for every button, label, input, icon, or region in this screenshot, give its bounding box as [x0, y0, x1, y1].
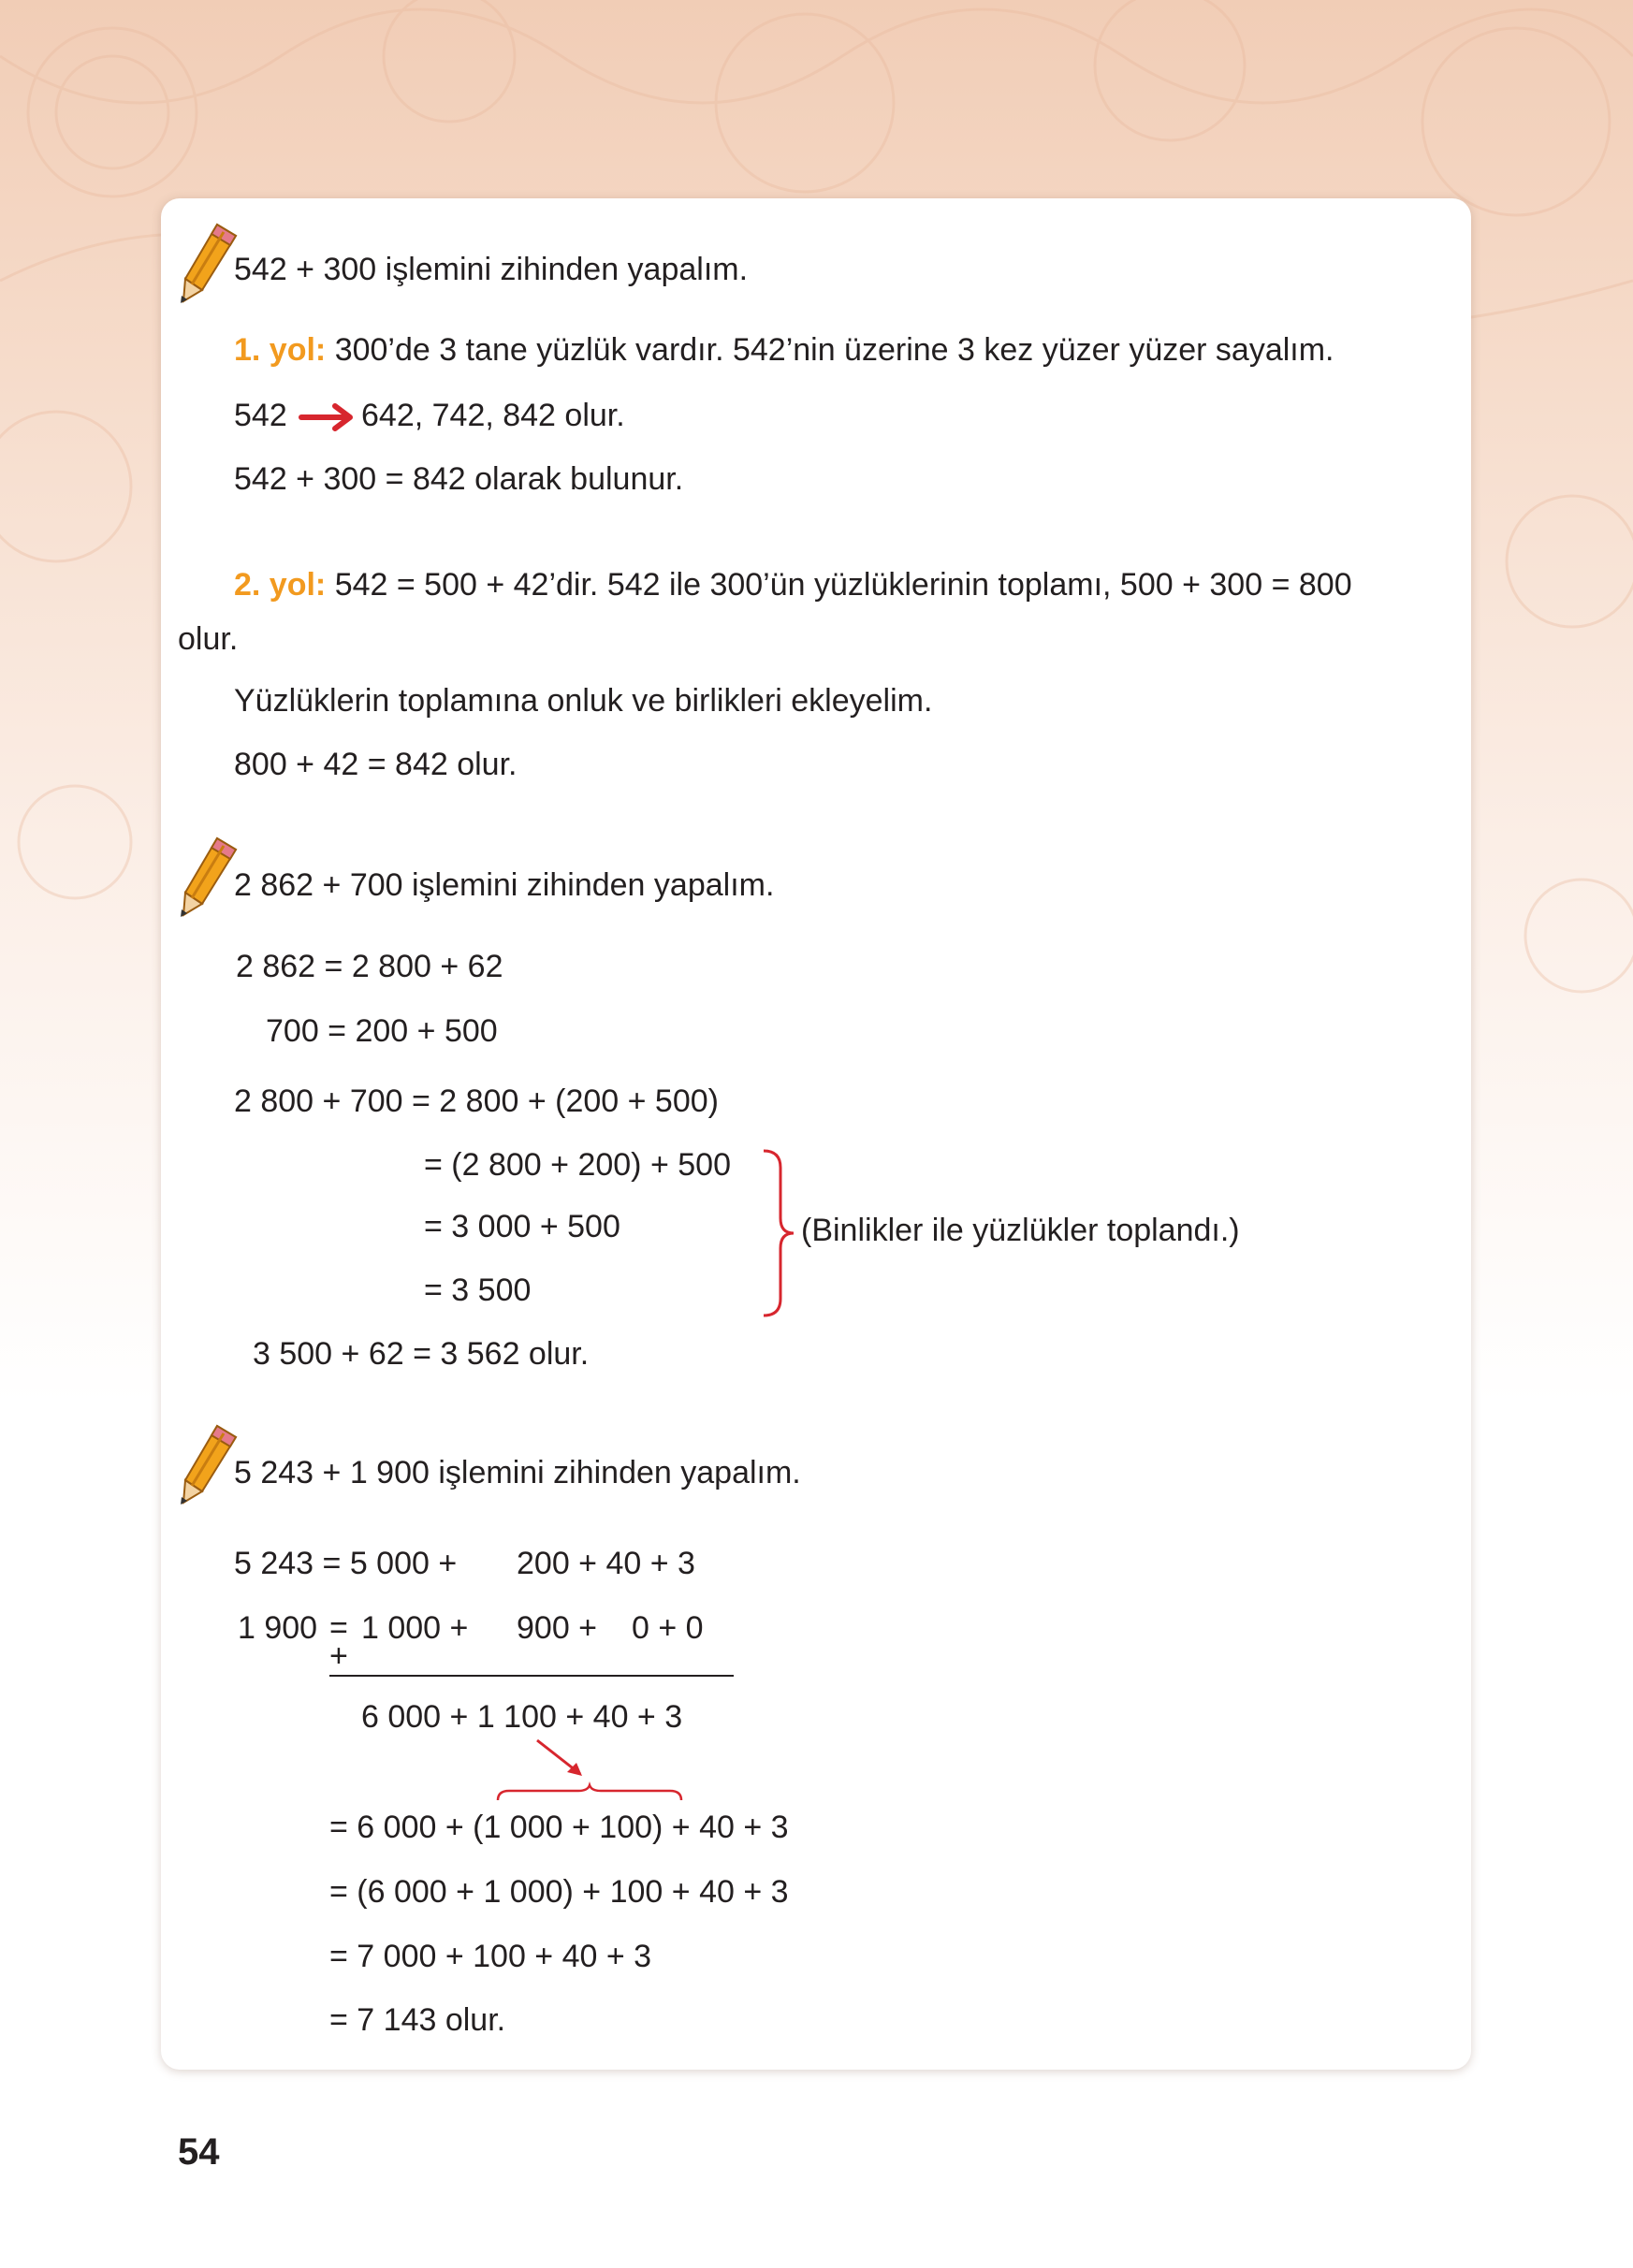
example3-row2-left: 1 900	[238, 1610, 318, 1646]
pencil-icon	[178, 1422, 240, 1506]
example3-row2-b: 900 +	[517, 1610, 598, 1646]
example3-step1: = 6 000 + (1 000 + 100) + 40 + 3	[329, 1810, 789, 1845]
red-arrow-icon	[299, 404, 356, 430]
way2-label: 2. yol:	[234, 567, 327, 603]
example3-step4: = 7 143 olur.	[329, 2002, 506, 2038]
way2-result: 800 + 42 = 842 olur.	[234, 747, 518, 782]
example3-step3: = 7 000 + 100 + 40 + 3	[329, 1939, 652, 1974]
example3-row1-left: 5 243 = 5 000 +	[234, 1546, 458, 1581]
way2-paragraph	[234, 566, 1352, 603]
pencil-icon	[178, 835, 240, 919]
example3-step2: = (6 000 + 1 000) + 100 + 40 + 3	[329, 1874, 789, 1910]
example3-row2-eq: =	[329, 1610, 348, 1646]
way1-result: 542 + 300 = 842 olarak bulunur.	[234, 461, 684, 497]
way1-paragraph	[234, 331, 1334, 369]
count-start: 542	[234, 398, 287, 433]
plus-sign: +	[329, 1638, 348, 1674]
way1-label: 1. yol:	[234, 332, 327, 368]
sum-line	[329, 1675, 734, 1677]
example3-row2-c: 0 + 0	[632, 1610, 704, 1646]
example2-line1: 2 862 = 2 800 + 62	[236, 949, 503, 984]
way2-text-cont: olur.	[178, 621, 239, 657]
way2-text: 542 = 500 + 42’dir. 542 ile 300’ün yüzlüklerinin toplamı, 500 + 300 = 800	[326, 567, 1352, 603]
example3-row1-mid: 200 + 40 + 3	[517, 1546, 695, 1581]
example2-line3: 2 800 + 700 = 2 800 + (200 + 500)	[234, 1083, 719, 1119]
red-small-brace	[496, 1783, 683, 1804]
brace-note: (Binlikler ile yüzlükler toplandı.)	[801, 1213, 1240, 1248]
example2-title: 2 862 + 700 işlemini zihinden yapalım.	[234, 867, 775, 903]
red-curly-brace	[758, 1149, 805, 1317]
example2-line4: = (2 800 + 200) + 500	[424, 1147, 731, 1183]
example2-line5: = 3 000 + 500	[424, 1209, 620, 1244]
pencil-icon	[178, 221, 240, 305]
example2-line2: 700 = 200 + 500	[266, 1013, 498, 1049]
page-number: 54	[178, 2131, 220, 2173]
way1-text: 300’de 3 tane yüzlük vardır. 542’nin üzerine 3 kez yüzer yüzer sayalım.	[326, 332, 1334, 368]
example3-sum-row: 6 000 + 1 100 + 40 + 3	[361, 1699, 683, 1735]
count-result: 642, 742, 842 olur.	[361, 398, 625, 433]
example1-title: 542 + 300 işlemini zihinden yapalım.	[234, 252, 749, 287]
example2-line7: 3 500 + 62 = 3 562 olur.	[253, 1336, 590, 1372]
example3-title: 5 243 + 1 900 işlemini zihinden yapalım.	[234, 1455, 801, 1490]
example3-row2-a: 1 000 +	[361, 1610, 469, 1646]
red-pointer-arrow-icon	[533, 1737, 590, 1783]
way2-line2: Yüzlüklerin toplamına onluk ve birlikleri ekleyelim.	[234, 683, 933, 719]
example2-line6: = 3 500	[424, 1272, 532, 1308]
